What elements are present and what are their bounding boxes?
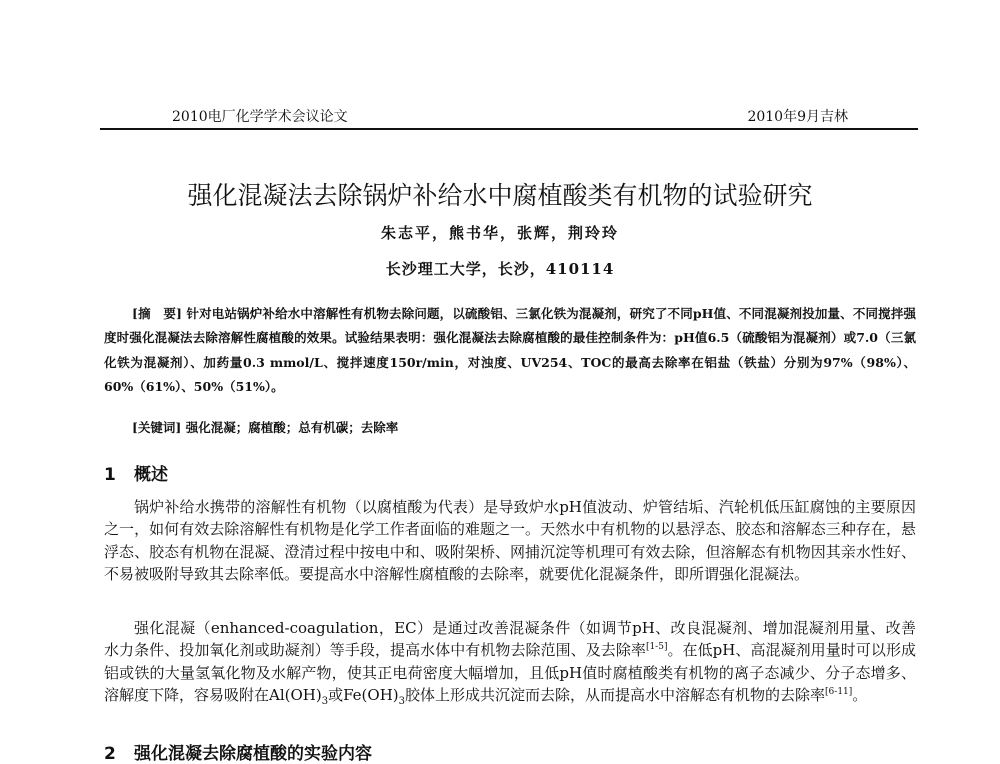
citation-ref: [6-11] — [825, 686, 853, 697]
header-date-place: 2010年9月吉林 — [747, 109, 848, 125]
citation-ref: [1-5] — [645, 642, 668, 653]
abstract-text: 针对电站锅炉补给水中溶解性有机物去除问题，以硫酸铝、三氯化铁为混凝剂，研究了不同pH值、不同混凝剂投加量、不同搅拌强度时强化混凝法去除溶解性腐植酸的效果。试验结果表明：强化混凝法去除腐植酸的最佳控制条件为：pH值6.5（硫酸铝为混凝剂）或7.0（三氯化铁为混凝剂）、加药量0.3 mmol/L、搅拌速度150r/min，对浊度、UV254、TOC的最高去除率在铝盐（铁盐）分别为97%（98%）、60%（61%）、50%（51%）。 — [104, 306, 916, 394]
body-paragraph-2 — [104, 617, 916, 706]
keywords — [132, 418, 398, 436]
section-title: 概述 — [134, 465, 168, 485]
paragraph-text: 或Fe(OH) — [328, 685, 399, 704]
paragraph-text: 。在低pH、高混凝剂用量时可以形成铝或铁的大量氢氧化物及水解产物，使其正电荷密度大幅增加，且低pH值时腐植酸类有机物的离子态减少、分子态增多、溶解度下降，容易吸附在Al(OH) — [104, 641, 916, 704]
subscript: 3 — [321, 695, 329, 707]
abstract-label: [摘 要] — [132, 306, 182, 321]
paragraph-text: 强化混凝（enhanced-coagulation，EC）是通过改善混凝条件（如调节pH、改良混凝剂、增加混凝剂用量、改善水力条件、投加氧化剂或助凝剂）等手段，提高水体中有机物去除范围、及去除率 — [104, 619, 916, 660]
section-heading-2 — [104, 739, 372, 764]
running-header — [100, 104, 918, 130]
paper-title: 强化混凝法去除锅炉补给水中腐植酸类有机物的试验研究 — [187, 181, 813, 210]
author-list: 朱志平，熊书华，张辉，荆玲玲 — [380, 224, 619, 242]
abstract — [104, 302, 916, 399]
section-heading-1 — [104, 460, 168, 485]
keywords-text: 强化混凝；腐植酸；总有机碳；去除率 — [185, 420, 399, 435]
body-paragraph-1: 锅炉补给水携带的溶解性有机物（以腐植酸为代表）是导致炉水pH值波动、炉管结垢、汽轮机低压缸腐蚀的主要原因之一，如何有效去除溶解性有机物是化学工作者面临的难题之一。天然水中有机物的以悬浮态、胶态和溶解态三种存在，悬浮态、胶态有机物在混凝、澄清过程中按电中和、吸附架桥、网捕沉淀等机理可有效去除，但溶解态有机物因其亲水性好、不易被吸附导致其去除率低。要提高水中溶解性腐植酸的去除率，就要优化混凝条件，即所谓强化混凝法。 — [104, 498, 916, 583]
affiliation: 长沙理工大学，长沙，410114 — [385, 260, 615, 278]
section-title: 强化混凝去除腐植酸的实验内容 — [134, 744, 372, 764]
section-number: 1 — [104, 465, 116, 485]
section-number: 2 — [104, 744, 116, 764]
header-conference: 2010电厂化学学术会议论文 — [172, 109, 348, 125]
keywords-label: [关键词] — [132, 420, 182, 435]
paragraph-text: 。 — [852, 685, 868, 704]
subscript: 3 — [398, 695, 406, 707]
paragraph-text: 胶体上形成共沉淀而去除，从而提高水中溶解态有机物的去除率 — [405, 685, 826, 704]
